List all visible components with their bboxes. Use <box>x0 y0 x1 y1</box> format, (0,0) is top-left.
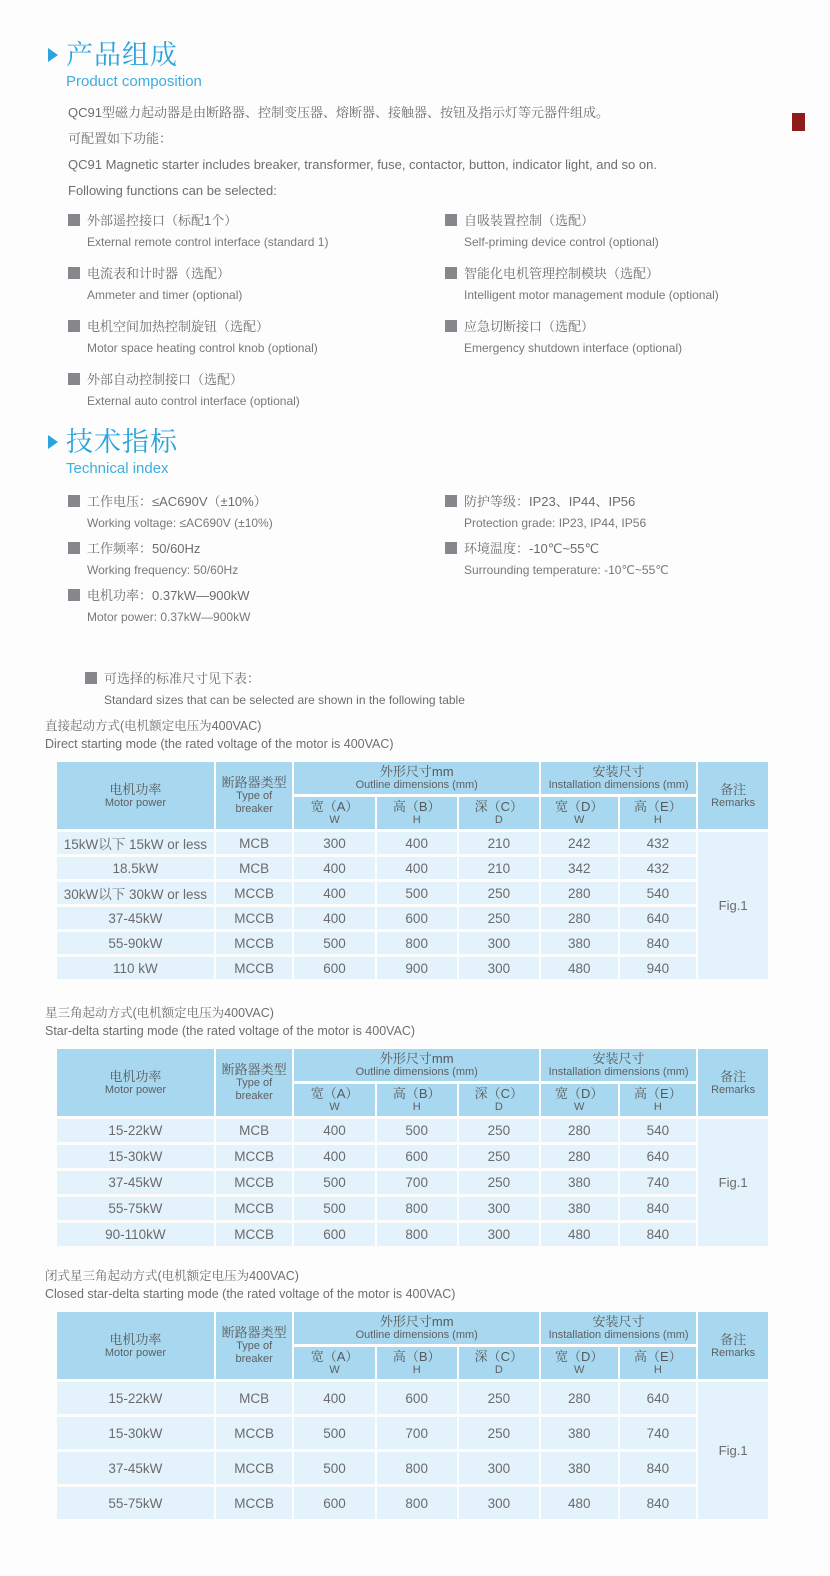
table-row <box>57 857 768 879</box>
spec-cn: 电机功率：0.37kW—900kW <box>87 588 250 603</box>
table-cell: 400 <box>294 882 374 904</box>
table-cell: 480 <box>541 957 618 979</box>
table-cell: 500 <box>377 882 457 904</box>
col-header-width-d: 宽（D） W <box>541 1084 618 1116</box>
table-cell: MCB <box>216 832 293 854</box>
col-header-width-a: 宽（A） W <box>294 797 374 829</box>
table-cell: 400 <box>377 857 457 879</box>
table-cell: MCCB <box>216 1171 293 1194</box>
table-cell: 380 <box>541 932 618 954</box>
table-cell: 37-45kW <box>57 1452 214 1484</box>
table-cell: 55-90kW <box>57 932 214 954</box>
col-header-motor-power: 电机功率 Motor power <box>57 1312 214 1379</box>
table-cell: 700 <box>377 1171 457 1194</box>
table-row <box>57 1382 768 1414</box>
section-title: 技术指标 <box>66 427 178 457</box>
spec-cn: 环境温度：-10℃~55℃ <box>464 541 600 556</box>
table-cell: MCCB <box>216 932 293 954</box>
table-cell: 500 <box>294 1452 374 1484</box>
table-cell: MCCB <box>216 957 293 979</box>
section-technical-index <box>48 427 810 632</box>
tables-intro-cn: 可选择的标准尺寸见下表： <box>104 671 261 686</box>
col-group-installation-dimensions: 安装尺寸 Installation dimensions (mm) <box>541 1049 696 1081</box>
col-header-breaker-type: 断路器类型 Type of breaker <box>216 1049 293 1116</box>
table-cell: 15-22kW <box>57 1119 214 1142</box>
dimension-table-star-delta <box>55 1046 770 1249</box>
spec-cn: 工作频率：50/60Hz <box>87 541 201 556</box>
table-cell: 300 <box>459 1223 539 1246</box>
table-remark-cell: Fig.1 <box>698 1382 768 1519</box>
table-cell: 800 <box>377 1197 457 1220</box>
table-cell: 940 <box>620 957 697 979</box>
feature-cn: 自吸装置控制（选配） <box>464 213 595 228</box>
table-cell: 300 <box>459 957 539 979</box>
table-cell: 15-22kW <box>57 1382 214 1414</box>
section-subtitle: Technical index <box>66 460 169 477</box>
table-cell: 740 <box>620 1171 697 1194</box>
col-header-remarks: 备注 Remarks <box>698 1312 768 1379</box>
table-cell: 15-30kW <box>57 1145 214 1168</box>
paragraph-en: Following functions can be selected: <box>68 183 277 198</box>
table-cell: 300 <box>459 1487 539 1519</box>
section-product-composition <box>48 40 810 422</box>
dimension-table-direct <box>55 759 770 982</box>
table-row <box>57 1417 768 1449</box>
table-block-star-delta <box>45 1004 785 1249</box>
col-header-remarks: 备注 Remarks <box>698 762 768 829</box>
col-header-width-a: 宽（A） W <box>294 1084 374 1116</box>
feature-en: Ammeter and timer (optional) <box>87 288 243 302</box>
col-header-remarks: 备注 Remarks <box>698 1049 768 1116</box>
square-bullet-icon <box>445 495 457 507</box>
spec-cn: 防护等级：IP23、IP44、IP56 <box>464 494 636 509</box>
square-bullet-icon <box>445 214 457 226</box>
section-header <box>48 427 810 477</box>
col-group-installation-dimensions: 安装尺寸 Installation dimensions (mm) <box>541 1312 696 1344</box>
col-header-breaker-type: 断路器类型 Type of breaker <box>216 1312 293 1379</box>
feature-item <box>445 316 810 359</box>
table-cell: 800 <box>377 932 457 954</box>
table-cell: 600 <box>294 1223 374 1246</box>
feature-item <box>68 316 445 359</box>
table-cell: 280 <box>541 907 618 929</box>
table-cell: MCCB <box>216 882 293 904</box>
col-header-depth-c: 深（C） D <box>459 1084 539 1116</box>
square-bullet-icon <box>68 542 80 554</box>
col-header-motor-power: 电机功率 Motor power <box>57 762 214 829</box>
table-row <box>57 1171 768 1194</box>
table-body <box>57 1382 768 1519</box>
feature-column-left <box>68 210 445 422</box>
table-cell: 500 <box>294 932 374 954</box>
table-head <box>57 1049 768 1116</box>
feature-en: Intelligent motor management module (optional) <box>464 288 719 302</box>
table-cell: 380 <box>541 1197 618 1220</box>
feature-item <box>68 263 445 306</box>
table-remark-cell: Fig.1 <box>698 1119 768 1246</box>
table-cell: 280 <box>541 1145 618 1168</box>
table-cell: 30kW以下 30kW or less <box>57 882 214 904</box>
col-header-height-b: 高（B） H <box>377 1084 457 1116</box>
table-caption-cn: 直接起动方式(电机额定电压为400VAC) <box>45 719 262 733</box>
table-cell: 210 <box>459 857 539 879</box>
spec-en: Motor power: 0.37kW—900kW <box>87 610 251 624</box>
spec-column-right <box>445 491 810 632</box>
table-cell: 380 <box>541 1452 618 1484</box>
table-cell: 37-45kW <box>57 1171 214 1194</box>
table-cell: 700 <box>377 1417 457 1449</box>
table-caption-en: Direct starting mode (the rated voltage of the motor is 400VAC) <box>45 737 394 751</box>
table-remark-cell: Fig.1 <box>698 832 768 979</box>
table-cell: MCCB <box>216 1487 293 1519</box>
table-cell: 15kW以下 15kW or less <box>57 832 214 854</box>
square-bullet-icon <box>68 320 80 332</box>
table-cell: 280 <box>541 1382 618 1414</box>
table-cell: 250 <box>459 1171 539 1194</box>
square-bullet-icon <box>68 214 80 226</box>
section-subtitle: Product composition <box>66 73 202 90</box>
col-header-height-e: 高（E） H <box>620 1347 697 1379</box>
table-row <box>57 1487 768 1519</box>
table-cell: 480 <box>541 1487 618 1519</box>
spec-en: Surrounding temperature: -10℃~55℃ <box>464 563 669 577</box>
table-head <box>57 762 768 829</box>
table-cell: 600 <box>294 957 374 979</box>
table-cell: 55-75kW <box>57 1487 214 1519</box>
col-group-installation-dimensions: 安装尺寸 Installation dimensions (mm) <box>541 762 696 794</box>
col-header-width-a: 宽（A） W <box>294 1347 374 1379</box>
table-cell: 300 <box>459 1197 539 1220</box>
paragraph-cn: 可配置如下功能： <box>68 131 173 146</box>
product-paragraphs <box>68 106 810 198</box>
triangle-bullet-icon <box>48 435 58 449</box>
feature-cn: 电流表和计时器（选配） <box>87 266 231 281</box>
table-row <box>57 882 768 904</box>
triangle-bullet-icon <box>48 48 58 62</box>
table-cell: 250 <box>459 1417 539 1449</box>
table-cell: 840 <box>620 932 697 954</box>
section-header <box>48 40 810 90</box>
feature-cn: 电机空间加热控制旋钮（选配） <box>87 319 270 334</box>
table-cell: 242 <box>541 832 618 854</box>
feature-list <box>68 210 810 422</box>
square-bullet-icon <box>68 373 80 385</box>
square-bullet-icon <box>445 320 457 332</box>
spec-cn: 工作电压：≤AC690V（±10%） <box>87 494 267 509</box>
table-cell: 300 <box>294 832 374 854</box>
table-cell: MCCB <box>216 1452 293 1484</box>
feature-en: Emergency shutdown interface (optional) <box>464 341 683 355</box>
table-caption-cn: 闭式星三角起动方式(电机额定电压为400VAC) <box>45 1269 299 1283</box>
table-cell: 740 <box>620 1417 697 1449</box>
table-body <box>57 1119 768 1246</box>
feature-item <box>445 263 810 306</box>
table-cell: 432 <box>620 857 697 879</box>
table-row <box>57 1119 768 1142</box>
table-cell: 280 <box>541 1119 618 1142</box>
table-row <box>57 1145 768 1168</box>
table-cell: 90-110kW <box>57 1223 214 1246</box>
table-cell: 900 <box>377 957 457 979</box>
table-cell: 110 kW <box>57 957 214 979</box>
section-title: 产品组成 <box>66 40 178 70</box>
table-caption-en: Closed star-delta starting mode (the rated voltage of the motor is 400VAC) <box>45 1287 456 1301</box>
table-cell: 540 <box>620 882 697 904</box>
table-cell: MCCB <box>216 1417 293 1449</box>
feature-cn: 外部遥控接口（标配1个） <box>87 213 238 228</box>
table-cell: 55-75kW <box>57 1197 214 1220</box>
spec-item <box>68 491 445 534</box>
spec-en: Protection grade: IP23, IP44, IP56 <box>464 516 647 530</box>
tables-intro <box>85 668 465 710</box>
table-cell: 640 <box>620 1145 697 1168</box>
table-cell: 400 <box>294 1382 374 1414</box>
table-cell: 250 <box>459 1145 539 1168</box>
table-cell: 500 <box>294 1197 374 1220</box>
col-header-height-e: 高（E） H <box>620 1084 697 1116</box>
col-group-outline-dimensions: 外形尺寸mm Outline dimensions (mm) <box>294 1049 538 1081</box>
feature-item <box>445 210 810 253</box>
spec-item <box>68 585 445 628</box>
table-cell: 300 <box>459 1452 539 1484</box>
col-header-height-b: 高（B） H <box>377 797 457 829</box>
table-head <box>57 1312 768 1379</box>
table-row <box>57 957 768 979</box>
table-caption-cn: 星三角起动方式(电机额定电压为400VAC) <box>45 1006 274 1020</box>
col-header-width-d: 宽（D） W <box>541 797 618 829</box>
tables-intro-en: Standard sizes that can be selected are shown in the following table <box>104 693 465 707</box>
table-cell: 800 <box>377 1487 457 1519</box>
table-cell: MCB <box>216 1382 293 1414</box>
feature-cn: 智能化电机管理控制模块（选配） <box>464 266 660 281</box>
table-cell: 380 <box>541 1171 618 1194</box>
table-row <box>57 1197 768 1220</box>
table-cell: 300 <box>459 932 539 954</box>
table-cell: 640 <box>620 1382 697 1414</box>
table-cell: MCCB <box>216 1223 293 1246</box>
feature-column-right <box>445 210 810 422</box>
table-row <box>57 907 768 929</box>
table-cell: 342 <box>541 857 618 879</box>
spec-list <box>68 491 810 632</box>
feature-cn: 外部自动控制接口（选配） <box>87 372 244 387</box>
table-cell: 600 <box>377 907 457 929</box>
table-cell: 250 <box>459 882 539 904</box>
table-cell: MCB <box>216 1119 293 1142</box>
table-row <box>57 932 768 954</box>
table-body <box>57 832 768 979</box>
spec-en: Working voltage: ≤AC690V (±10%) <box>87 516 273 530</box>
table-cell: 15-30kW <box>57 1417 214 1449</box>
table-row <box>57 1223 768 1246</box>
table-cell: 600 <box>377 1145 457 1168</box>
square-bullet-icon <box>85 672 97 684</box>
spec-column-left <box>68 491 445 632</box>
table-cell: 800 <box>377 1452 457 1484</box>
square-bullet-icon <box>445 267 457 279</box>
table-cell: 250 <box>459 1382 539 1414</box>
table-cell: 210 <box>459 832 539 854</box>
table-cell: 840 <box>620 1197 697 1220</box>
col-header-height-b: 高（B） H <box>377 1347 457 1379</box>
table-cell: 600 <box>377 1382 457 1414</box>
table-cell: 280 <box>541 882 618 904</box>
table-caption-en: Star-delta starting mode (the rated voltage of the motor is 400VAC) <box>45 1024 416 1038</box>
table-cell: MCB <box>216 857 293 879</box>
col-header-depth-c: 深（C） D <box>459 1347 539 1379</box>
feature-item <box>68 210 445 253</box>
spec-item <box>445 491 810 534</box>
square-bullet-icon <box>445 542 457 554</box>
dimension-table-closed-star-delta <box>55 1309 770 1522</box>
feature-cn: 应急切断接口（选配） <box>464 319 595 334</box>
paragraph-en: QC91 Magnetic starter includes breaker, transformer, fuse, contactor, button, indicator light, and so on. <box>68 157 657 172</box>
table-cell: 250 <box>459 907 539 929</box>
spec-item <box>68 538 445 581</box>
table-cell: 400 <box>294 857 374 879</box>
table-cell: 400 <box>294 907 374 929</box>
table-cell: MCCB <box>216 907 293 929</box>
table-cell: 432 <box>620 832 697 854</box>
table-cell: 400 <box>294 1145 374 1168</box>
col-group-outline-dimensions: 外形尺寸mm Outline dimensions (mm) <box>294 762 538 794</box>
feature-item <box>68 369 445 412</box>
col-header-height-e: 高（E） H <box>620 797 697 829</box>
col-header-breaker-type: 断路器类型 Type of breaker <box>216 762 293 829</box>
square-bullet-icon <box>68 589 80 601</box>
table-cell: 500 <box>377 1119 457 1142</box>
spec-item <box>445 538 810 581</box>
table-cell: 400 <box>377 832 457 854</box>
table-cell: 380 <box>541 1417 618 1449</box>
square-bullet-icon <box>68 495 80 507</box>
feature-en: Motor space heating control knob (optional) <box>87 341 318 355</box>
col-header-depth-c: 深（C） D <box>459 797 539 829</box>
table-cell: 500 <box>294 1417 374 1449</box>
table-cell: 480 <box>541 1223 618 1246</box>
table-cell: 600 <box>294 1487 374 1519</box>
col-header-width-d: 宽（D） W <box>541 1347 618 1379</box>
feature-en: External remote control interface (standard 1) <box>87 235 329 249</box>
feature-en: Self-priming device control (optional) <box>464 235 659 249</box>
table-cell: 840 <box>620 1452 697 1484</box>
table-cell: 840 <box>620 1487 697 1519</box>
col-group-outline-dimensions: 外形尺寸mm Outline dimensions (mm) <box>294 1312 538 1344</box>
table-cell: 800 <box>377 1223 457 1246</box>
feature-en: External auto control interface (optional) <box>87 394 300 408</box>
table-cell: 250 <box>459 1119 539 1142</box>
table-cell: 37-45kW <box>57 907 214 929</box>
table-block-direct-starting <box>45 717 785 982</box>
table-row <box>57 1452 768 1484</box>
spec-en: Working frequency: 50/60Hz <box>87 563 239 577</box>
table-cell: MCCB <box>216 1197 293 1220</box>
table-cell: 500 <box>294 1171 374 1194</box>
table-row <box>57 832 768 854</box>
col-header-motor-power: 电机功率 Motor power <box>57 1049 214 1116</box>
square-bullet-icon <box>68 267 80 279</box>
table-cell: 540 <box>620 1119 697 1142</box>
table-cell: 18.5kW <box>57 857 214 879</box>
table-cell: 400 <box>294 1119 374 1142</box>
table-cell: 840 <box>620 1223 697 1246</box>
paragraph-cn: QC91型磁力起动器是由断路器、控制变压器、熔断器、接触器、按钮及指示灯等元器件组成。 <box>68 105 609 120</box>
table-cell: 640 <box>620 907 697 929</box>
table-cell: MCCB <box>216 1145 293 1168</box>
table-block-closed-star-delta <box>45 1267 785 1522</box>
